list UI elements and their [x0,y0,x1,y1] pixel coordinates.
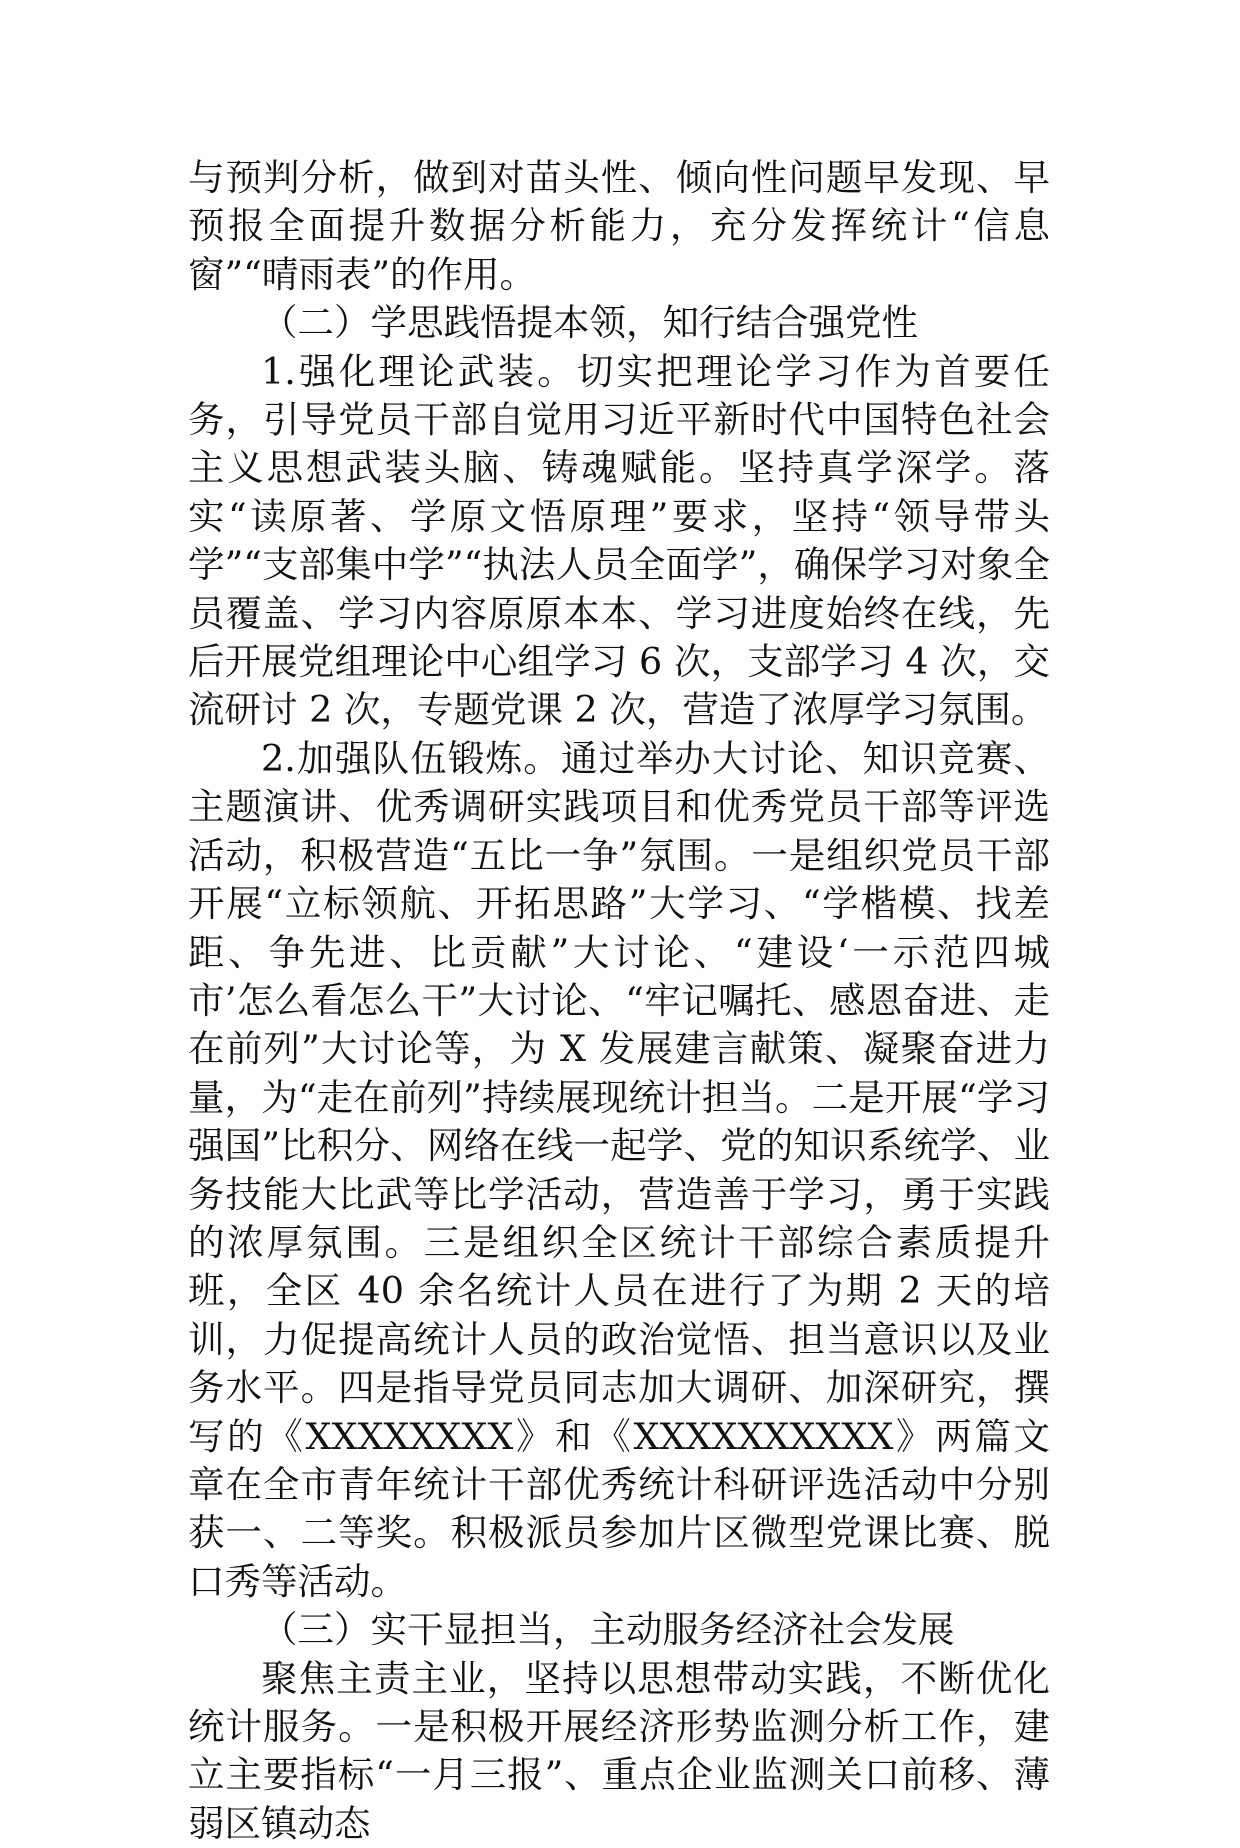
paragraph-service: 聚焦主责主业，坚持以思想带动实践，不断优化统计服务。一是积极开展经济形势监测分析工作，建立主要指标“一月三报”、重点企业监测关口前移、薄弱区镇动态 [188,1656,1050,1845]
document-body [188,154,1050,1848]
paragraph-team-building: 2.加强队伍锻炼。通过举办大讨论、知识竞赛、主题演讲、优秀调研实践项目和优秀党员干部等评选活动，积极营造“五比一争”氛围。一是组织党员干部开展“立标领航、开拓思路”大学习、“学楷模、找差距、争先进、比贡献”大讨论、“建设‘一示范四城市’怎么看怎么干”大讨论、“牢记嘱托、感恩奋进、走在前列”大讨论等，为 X 发展建言献策、凝聚奋进力量，为“走在前列”持续展现统计担当。二是开展“学习强国”比积分、网络在线一起学、党的知识系统学、业务技能大比武等比学活动，营造善于学习，勇于实践的浓厚氛围。三是组织全区统计干部综合素质提升班，全区 40 余名统计人员在进行了为期 2 天的培训，力促提高统计人员的政治觉悟、担当意识以及业务水平。四是指导党员同志加大调研、加深研究，撰写的《XXXXXXXX》和《XXXXXXXXXX》两篇文章在全市青年统计干部优秀统计科研评选活动中分别获一、二等奖。积极派员参加片区微型党课比赛、脱口秀等活动。 [188,736,1050,1603]
section-heading-3: （三）实干显担当，主动服务经济社会发展 [261,1608,955,1652]
paragraph-theory-study: 1.强化理论武装。切实把理论学习作为首要任务，引导党员干部自觉用习近平新时代中国特色社会主义思想武装头脑、铸魂赋能。坚持真学深学。落实“读原著、学原文悟原理”要求，坚持“领导带头学”“支部集中学”“执法人员全面学”，确保学习对象全员覆盖、学习内容原原本本、学习进度始终在线，先后开展党组理论中心组学习 6 次，支部学习 4 次，交流研讨 2 次，专题党课 2 次，营造了浓厚学习氛围。 [188,349,1050,732]
paragraph-continuation: 与预判分析，做到对苗头性、倾向性问题早发现、早预报全面提升数据分析能力，充分发挥统计“信息窗”“晴雨表”的作用。 [188,156,1050,296]
section-heading-2: （二）学思践悟提本领，知行结合强党性 [261,301,918,345]
